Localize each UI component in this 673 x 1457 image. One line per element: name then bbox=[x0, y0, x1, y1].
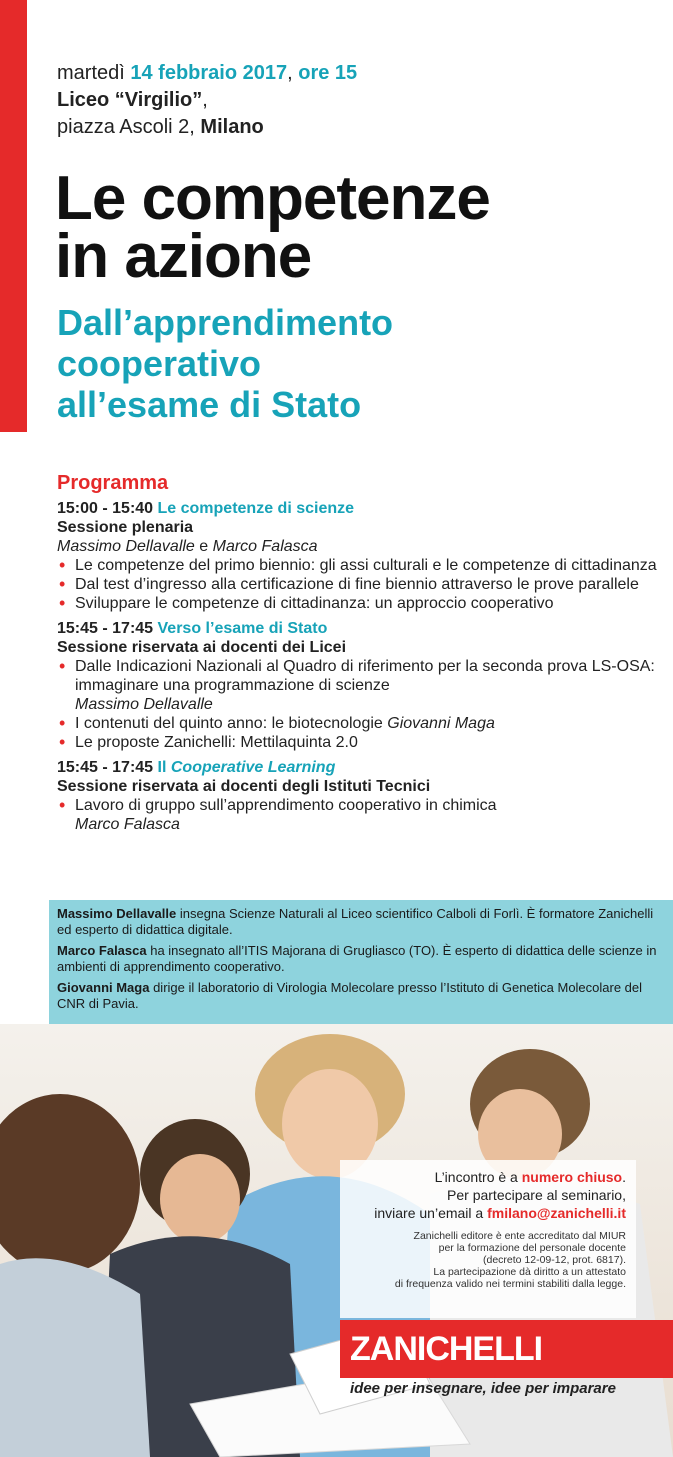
brand-tagline: idee per insegnare, idee per imparare bbox=[350, 1380, 616, 1397]
slot-1-time: 15:00 - 15:40 bbox=[57, 500, 154, 517]
list-item-text: I contenuti del quinto anno: le biotecnologie bbox=[75, 715, 383, 732]
slot-1-heading bbox=[57, 499, 657, 518]
slot-2-title: Verso l’esame di Stato bbox=[157, 620, 328, 637]
slot-1-session: Sessione plenaria bbox=[57, 519, 194, 536]
list-item: • Le proposte Zanichelli: Mettilaquinta 2.0 bbox=[57, 733, 657, 752]
accreditation-note bbox=[340, 1230, 626, 1290]
list-item-text: Lavoro di gruppo sull’apprendimento cooperativo in chimica bbox=[75, 797, 497, 814]
speaker: Marco Falasca bbox=[75, 816, 180, 833]
info-text: . bbox=[622, 1169, 626, 1185]
slot-3-title: Cooperative Learning bbox=[170, 759, 336, 776]
program-heading: Programma bbox=[57, 472, 169, 494]
slot-2-heading bbox=[57, 619, 657, 638]
note-line: di frequenza valido nei termini stabiliti dalla legge. bbox=[394, 1278, 626, 1290]
note-line: per la formazione del personale docente bbox=[438, 1242, 626, 1254]
email-link[interactable]: fmilano@zanichelli.it bbox=[487, 1205, 626, 1221]
info-text: L’incontro è a bbox=[434, 1169, 518, 1185]
slot-3-list bbox=[57, 796, 657, 834]
speaker: Marco Falasca bbox=[212, 538, 318, 555]
speaker: Giovanni Maga bbox=[387, 715, 495, 732]
slot-3-heading bbox=[57, 758, 657, 777]
note-line: La partecipazione dà diritto a un attestato bbox=[433, 1266, 626, 1278]
list-item bbox=[57, 714, 657, 733]
list-item: • Le competenze del primo biennio: gli assi culturali e le competenze di cittadinanza bbox=[57, 556, 657, 575]
event-details: martedì 14 febbraio 2017, ore 15 Liceo “Virgilio”, piazza Ascoli 2, Milano bbox=[57, 62, 358, 138]
event-address: piazza Ascoli 2, bbox=[57, 116, 195, 138]
list-item-text: Dalle Indicazioni Nazionali al Quadro di riferimento per la seconda prova LS-OSA: immaginare una programmazione di scienze bbox=[75, 658, 655, 694]
event-city: Milano bbox=[200, 116, 264, 138]
event-day: martedì bbox=[57, 62, 125, 84]
registration-info bbox=[340, 1160, 636, 1318]
event-date: 14 febbraio 2017 bbox=[130, 62, 288, 84]
bio-text: ha insegnato all’ITIS Majorana di Grugliasco (TO). È esperto di didattica delle scienze in ambienti di apprendimento cooperativo. bbox=[57, 943, 657, 974]
speaker-separator: e bbox=[194, 538, 213, 555]
bio-text: dirige il laboratorio di Virologia Molecolare presso l’Istituto di Genetica Molecolare del CNR di Pavia. bbox=[57, 980, 643, 1011]
slot-3-title-prefix: Il bbox=[157, 759, 167, 776]
slot-3-time: 15:45 - 17:45 bbox=[57, 759, 154, 776]
list-item: • Sviluppare le competenze di cittadinanza: un approccio cooperativo bbox=[57, 594, 657, 613]
title-line-2: in azione bbox=[55, 222, 312, 291]
subtitle-line-1: Dall’apprendimento bbox=[57, 302, 394, 343]
slot-2-session: Sessione riservata ai docenti dei Licei bbox=[57, 639, 347, 656]
note-line: (decreto 12-09-12, prot. 6817). bbox=[482, 1254, 626, 1266]
speaker: Massimo Dellavalle bbox=[57, 538, 195, 555]
slot-2-time: 15:45 - 17:45 bbox=[57, 620, 154, 637]
list-item: • Dal test d’ingresso alla certificazione di fine biennio attraverso le prove parallele bbox=[57, 575, 657, 594]
title-line-1: Le competenze bbox=[55, 164, 490, 233]
closed-number-label: numero chiuso bbox=[521, 1169, 623, 1185]
info-text: inviare un’email a bbox=[374, 1205, 484, 1221]
slot-1-speakers bbox=[57, 537, 657, 556]
bio-text: insegna Scienze Naturali al Liceo scientifico Calboli di Forlì. È formatore Zanichelli ed esperto di didattica digitale. bbox=[57, 906, 654, 937]
bio-name: Marco Falasca bbox=[57, 943, 147, 958]
slot-1-list bbox=[57, 556, 657, 613]
speaker-bios bbox=[49, 900, 673, 1024]
note-line: Zanichelli editore è ente accreditato dal MIUR bbox=[413, 1230, 626, 1242]
speaker: Massimo Dellavalle bbox=[75, 696, 213, 713]
event-time: ore 15 bbox=[298, 62, 358, 84]
bio-name: Massimo Dellavalle bbox=[57, 906, 177, 921]
info-text: Per partecipare al seminario, bbox=[447, 1187, 626, 1203]
program-section bbox=[57, 474, 657, 834]
page-title bbox=[55, 164, 490, 291]
event-venue: Liceo “Virgilio” bbox=[57, 89, 203, 111]
subtitle-line-3: all’esame di Stato bbox=[57, 384, 362, 425]
bio-name: Giovanni Maga bbox=[57, 980, 150, 995]
list-item bbox=[57, 796, 657, 834]
slot-2-list bbox=[57, 657, 657, 752]
slot-3-session: Sessione riservata ai docenti degli Istituti Tecnici bbox=[57, 778, 431, 795]
red-accent-bar bbox=[0, 0, 27, 432]
list-item bbox=[57, 657, 657, 714]
bio-falasca bbox=[57, 943, 665, 975]
bio-dellavalle bbox=[57, 906, 665, 938]
slot-1-title: Le competenze di scienze bbox=[157, 500, 355, 517]
page-subtitle bbox=[57, 302, 393, 425]
zanichelli-logo: ZANICHELLI bbox=[340, 1320, 673, 1378]
bio-maga bbox=[57, 980, 665, 1012]
subtitle-line-2: cooperativo bbox=[57, 343, 262, 384]
